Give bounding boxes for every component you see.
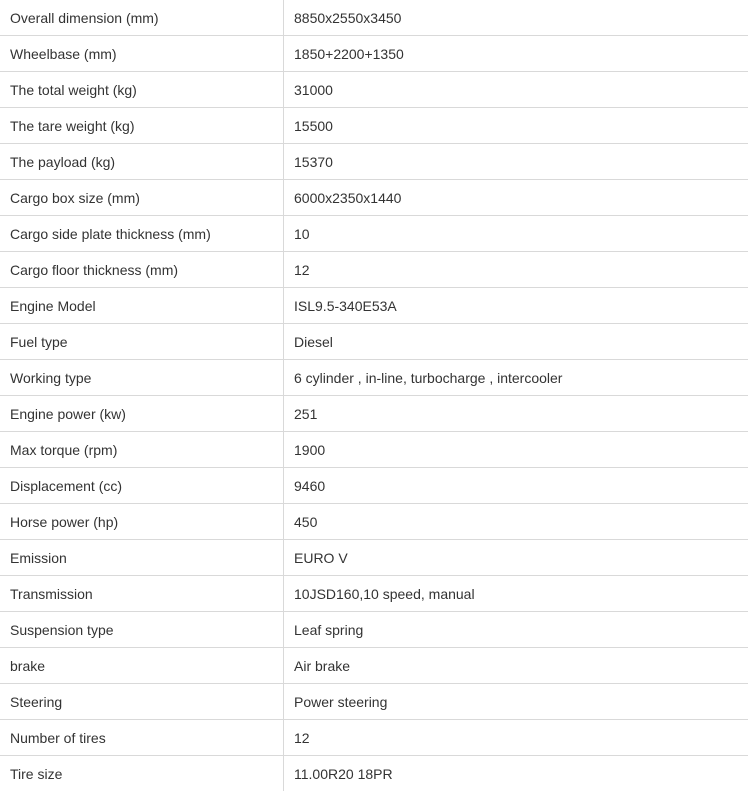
- table-row: [0, 108, 748, 144]
- spec-value: EURO V: [284, 540, 748, 576]
- table-row: [0, 36, 748, 72]
- spec-value: 1900: [284, 432, 748, 468]
- spec-label: Fuel type: [0, 324, 284, 360]
- table-row: [0, 612, 748, 648]
- spec-value: 10JSD160,10 speed, manual: [284, 576, 748, 612]
- spec-value: 10: [284, 216, 748, 252]
- spec-label: The tare weight (kg): [0, 108, 284, 144]
- spec-label: brake: [0, 648, 284, 684]
- spec-label: Horse power (hp): [0, 504, 284, 540]
- spec-value: 15500: [284, 108, 748, 144]
- table-row: [0, 0, 748, 36]
- spec-value: Power steering: [284, 684, 748, 720]
- spec-value: 12: [284, 720, 748, 756]
- spec-label: The payload (kg): [0, 144, 284, 180]
- spec-value: 1850+2200+1350: [284, 36, 748, 72]
- table-row: [0, 144, 748, 180]
- spec-label: Emission: [0, 540, 284, 576]
- spec-label: The total weight (kg): [0, 72, 284, 108]
- spec-value: 31000: [284, 72, 748, 108]
- spec-label: Tire size: [0, 756, 284, 791]
- table-row: [0, 180, 748, 216]
- table-row: [0, 324, 748, 360]
- table-row: [0, 72, 748, 108]
- spec-label: Cargo floor thickness (mm): [0, 252, 284, 288]
- spec-value: 6000x2350x1440: [284, 180, 748, 216]
- table-row: [0, 756, 748, 791]
- spec-value: 9460: [284, 468, 748, 504]
- table-row: [0, 576, 748, 612]
- table-row: [0, 252, 748, 288]
- table-row: [0, 216, 748, 252]
- table-row: [0, 396, 748, 432]
- table-row: [0, 288, 748, 324]
- table-row: [0, 432, 748, 468]
- spec-label: Number of tires: [0, 720, 284, 756]
- spec-label: Cargo side plate thickness (mm): [0, 216, 284, 252]
- spec-value: 11.00R20 18PR: [284, 756, 748, 791]
- table-row: [0, 540, 748, 576]
- spec-value: 251: [284, 396, 748, 432]
- spec-value: 8850x2550x3450: [284, 0, 748, 36]
- table-row: [0, 504, 748, 540]
- spec-label: Cargo box size (mm): [0, 180, 284, 216]
- spec-value: Diesel: [284, 324, 748, 360]
- table-row: [0, 468, 748, 504]
- spec-value: 15370: [284, 144, 748, 180]
- spec-label: Suspension type: [0, 612, 284, 648]
- spec-value: Leaf spring: [284, 612, 748, 648]
- spec-label: Displacement (cc): [0, 468, 284, 504]
- table-row: [0, 648, 748, 684]
- spec-label: Engine Model: [0, 288, 284, 324]
- spec-value: 12: [284, 252, 748, 288]
- spec-label: Max torque (rpm): [0, 432, 284, 468]
- spec-label: Wheelbase (mm): [0, 36, 284, 72]
- spec-value: 6 cylinder , in-line, turbocharge , intercooler: [284, 360, 748, 396]
- spec-label: Steering: [0, 684, 284, 720]
- table-row: [0, 720, 748, 756]
- table-row: [0, 360, 748, 396]
- spec-label: Transmission: [0, 576, 284, 612]
- spec-value: Air brake: [284, 648, 748, 684]
- spec-label: Engine power (kw): [0, 396, 284, 432]
- spec-value: ISL9.5-340E53A: [284, 288, 748, 324]
- spec-label: Working type: [0, 360, 284, 396]
- spec-label: Overall dimension (mm): [0, 0, 284, 36]
- spec-value: 450: [284, 504, 748, 540]
- table-row: [0, 684, 748, 720]
